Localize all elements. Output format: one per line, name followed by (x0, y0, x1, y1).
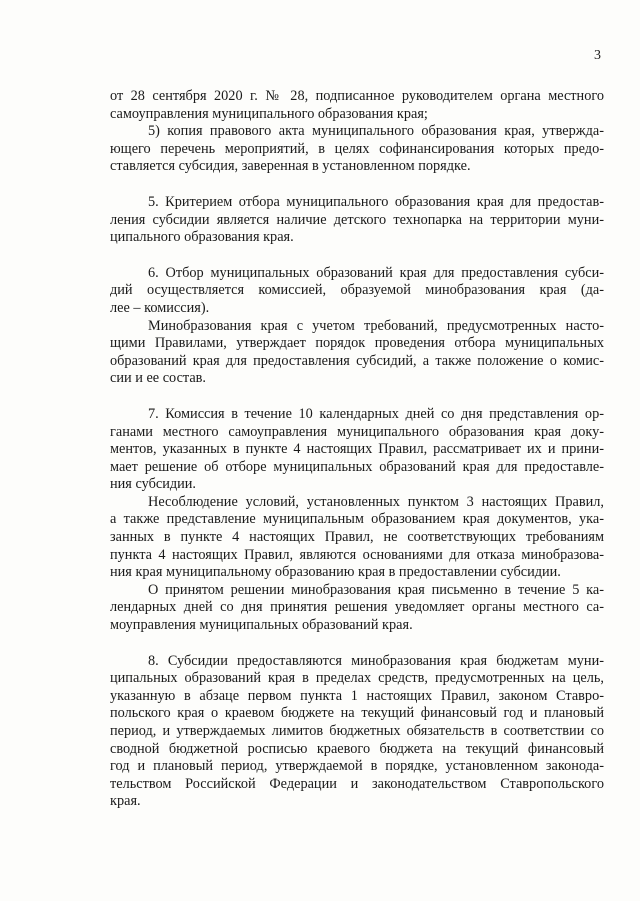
text-line: ния субсидии. (110, 476, 196, 493)
text-line: края. (110, 793, 141, 810)
text-line: 5. Критерием отбора муниципального образования края для предостав- (148, 193, 604, 210)
text-line: тельством Российской Федерации и законодательством Ставропольского (110, 775, 604, 792)
paragraph-p3 (110, 194, 604, 247)
text-line: ния края муниципальному образованию края в предоставлении субсидии. (110, 564, 561, 581)
text-line: ганами местного самоуправления муниципального образования края доку- (110, 423, 604, 440)
text-line: лее – комиссия). (110, 299, 210, 316)
paragraph-p5 (110, 318, 604, 388)
page-number: 3 (594, 48, 601, 63)
text-line: период, и утверждаемых лимитов бюджетных обязательств в соответствии со (110, 723, 604, 739)
text-line: польского края о краевом бюджете на текущий финансовый год и плановый (110, 705, 604, 722)
text-line: О принятом решении минобразования края письменно в течение 5 ка- (148, 581, 604, 598)
text-line: моуправления муниципальных образований края. (110, 617, 413, 634)
text-line: 7. Комиссия в течение 10 календарных дней со дня представления ор- (148, 405, 604, 422)
paragraph-p1 (110, 88, 604, 123)
text-line: занных в пункте 4 настоящих Правил, не соответствующих требованиям (110, 529, 604, 546)
text-line: ления субсидии является наличие детского технопарка на территории муни- (110, 211, 604, 228)
paragraph-p9 (110, 653, 604, 811)
text-line: ципальных образований края в пределах средств, предусмотренных на цель, (110, 670, 604, 687)
text-line: мает решение об отборе муниципальных образований края для предоставле- (110, 458, 604, 475)
text-line: Минобразования края с учетом требований, предусмотренных насто- (148, 317, 604, 334)
text-line: 5) копия правового акта муниципального образования края, утвержда- (148, 123, 604, 140)
paragraph-p8 (110, 582, 604, 635)
text-line: щими Правилами, утверждает порядок проведения отбора муниципальных (110, 335, 604, 352)
text-line: 8. Субсидии предоставляются минобразования края бюджетам муни- (148, 652, 604, 669)
text-line: лендарных дней со дня принятия решения уведомляет органы местного са- (110, 599, 604, 616)
document-body (110, 88, 604, 811)
text-line: Несоблюдение условий, установленных пунктом 3 настоящих Правил, (148, 493, 604, 510)
text-line: от 28 сентября 2020 г. № 28, подписанное руководителем органа местного (110, 88, 604, 104)
text-line: год и плановый период, утверждаемой в порядке, установленном законода- (110, 758, 604, 775)
text-line: пункта 4 настоящих Правил, являются основаниями для отказа минобразова- (110, 546, 604, 563)
paragraph-p6 (110, 406, 604, 494)
text-line: самоуправления муниципального образования края; (110, 105, 428, 122)
text-line: образований края для предоставления субсидий, а также положение о комис- (110, 352, 604, 369)
text-line: сии и ее состав. (110, 370, 207, 387)
text-line: ставляется субсидия, заверенная в установленном порядке. (110, 158, 471, 175)
text-line: а также представление муниципальным образованием края документов, ука- (110, 511, 604, 528)
paragraph-p7 (110, 494, 604, 582)
paragraph-p2 (110, 123, 604, 176)
text-line: 6. Отбор муниципальных образований края для предоставления субси- (148, 264, 604, 281)
text-line: сводной бюджетной росписью краевого бюджета на текущий финансовый (110, 740, 604, 757)
text-line: указанную в абзаце первом пункта 1 настоящих Правил, законом Ставро- (110, 687, 604, 704)
text-line: ющего перечень мероприятий, в целях софинансирования которых предо- (110, 140, 604, 157)
text-line: ципального образования края. (110, 229, 294, 246)
text-line: дий осуществляется комиссией, образуемой минобразования края (да- (110, 282, 604, 299)
text-line: ментов, указанных в пункте 4 настоящих Правил, рассматривает их и прини- (110, 441, 604, 458)
paragraph-p4 (110, 265, 604, 318)
